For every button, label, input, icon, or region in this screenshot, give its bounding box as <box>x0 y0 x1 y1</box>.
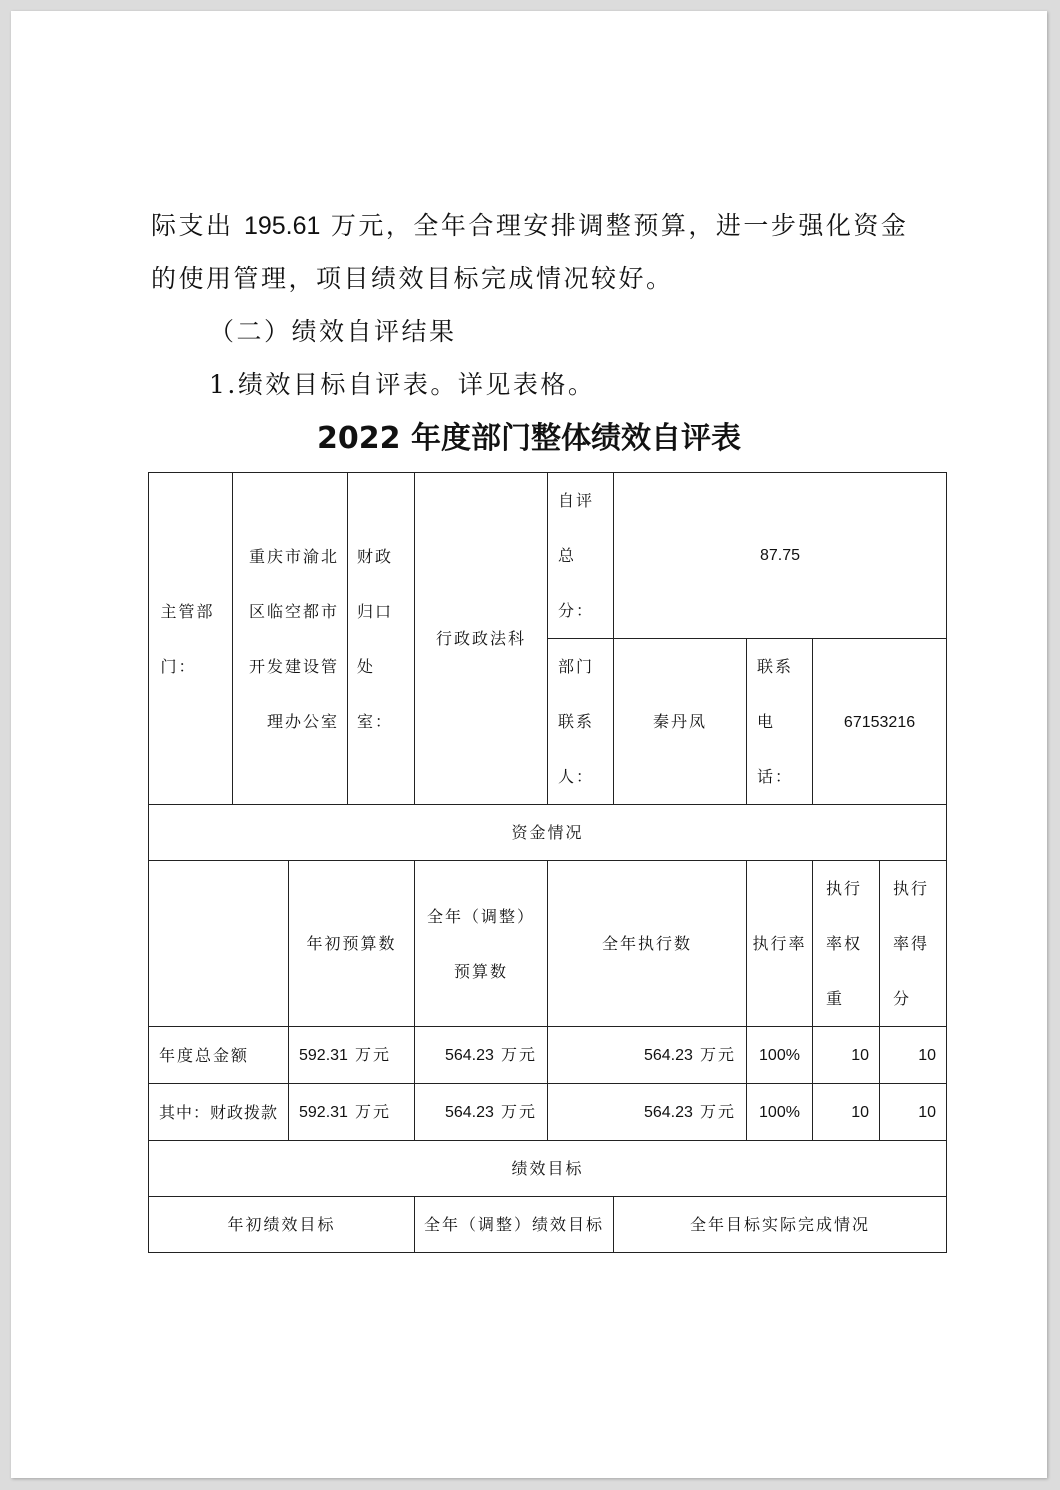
contact-label-cell <box>548 639 614 805</box>
item-1-text: 1.绩效目标自评表。详见表格。 <box>209 370 596 399</box>
row-rate: 100% <box>759 1104 800 1121</box>
row-adjusted-unit: 万元 <box>500 1045 537 1064</box>
row-executed-cell <box>548 1084 747 1141</box>
funds-section-title: 资金情况 <box>149 805 947 861</box>
goals-col-adjusted: 全年（调整）绩效目标 <box>415 1197 614 1253</box>
row-score: 10 <box>918 1104 937 1121</box>
header-score: 执行率得分 <box>893 879 930 1008</box>
finance-value: 行政政法科 <box>435 629 526 648</box>
section-heading: （二）绩效自评结果 <box>209 317 457 346</box>
row-initial-unit: 万元 <box>355 1102 392 1121</box>
dept-label: 主管部门： <box>160 601 215 676</box>
header-adjusted-budget: 全年（调整）预算数 <box>426 906 535 981</box>
contact-label: 部门联系人： <box>558 657 595 786</box>
row-initial-value: 592.31 <box>299 1104 348 1121</box>
dept-label-cell <box>149 473 233 805</box>
contact-value-cell <box>614 639 747 805</box>
finance-value-cell <box>415 473 548 805</box>
phone-value-cell <box>813 639 947 805</box>
intro-line-1 <box>151 210 908 242</box>
row-score: 10 <box>918 1047 937 1064</box>
row-rate-cell <box>747 1027 813 1084</box>
header-weight: 执行率权重 <box>826 879 863 1008</box>
row-initial-cell <box>289 1027 415 1084</box>
goals-section-title: 绩效目标 <box>149 1141 947 1197</box>
goals-col-initial: 年初绩效目标 <box>149 1197 415 1253</box>
row-score-cell <box>880 1027 947 1084</box>
row-weight: 10 <box>851 1047 869 1064</box>
header-score-cell <box>880 861 947 1027</box>
phone-label-cell <box>747 639 813 805</box>
table-title: 2022 年度部门整体绩效自评表 <box>317 421 741 456</box>
intro-line-1-amount: 195.61 <box>243 212 321 240</box>
row-label: 年度总金额 <box>149 1027 289 1084</box>
score-value-cell <box>614 473 947 639</box>
phone-value: 67153216 <box>843 713 916 731</box>
table-row <box>149 1027 947 1084</box>
row-weight-cell <box>813 1027 880 1084</box>
row-adjusted-cell <box>415 1084 548 1141</box>
row-rate-cell <box>747 1084 813 1141</box>
row-weight: 10 <box>851 1104 869 1121</box>
row-initial-value: 592.31 <box>299 1047 348 1064</box>
intro-line-2: 的使用管理，项目绩效目标完成情况较好。 <box>151 264 674 293</box>
row-initial-cell <box>289 1084 415 1141</box>
header-executed: 全年执行数 <box>548 861 747 1027</box>
row-executed-value: 564.23 <box>643 1104 693 1121</box>
score-value: 87.75 <box>760 547 801 564</box>
row-adjusted-value: 564.23 <box>444 1104 494 1121</box>
table-row <box>149 1084 947 1141</box>
row-executed-unit: 万元 <box>699 1045 736 1064</box>
row-adjusted-value: 564.23 <box>444 1047 494 1064</box>
score-label-cell <box>548 473 614 639</box>
goals-col-actual: 全年目标实际完成情况 <box>614 1197 947 1253</box>
row-rate: 100% <box>759 1047 800 1064</box>
funds-header-blank <box>149 861 289 1027</box>
document-page <box>11 11 1047 1478</box>
phone-label: 联系电话： <box>757 657 794 786</box>
header-weight-cell <box>813 861 880 1027</box>
row-score-cell <box>880 1084 947 1141</box>
score-label: 自评总分： <box>558 491 595 620</box>
row-weight-cell <box>813 1084 880 1141</box>
performance-table <box>148 472 947 1253</box>
finance-label-cell <box>348 473 415 805</box>
row-adjusted-cell <box>415 1027 548 1084</box>
finance-label: 财政归口处室： <box>357 546 394 731</box>
intro-line-1-end: 万元，全年合理安排调整预算，进一步强化资金 <box>330 211 909 240</box>
dept-value: 重庆市渝北区临空都市开发建设管理办公室 <box>248 546 339 731</box>
row-adjusted-unit: 万元 <box>500 1102 537 1121</box>
header-adjusted-budget-cell <box>415 861 548 1027</box>
header-initial-budget: 年初预算数 <box>289 861 415 1027</box>
dept-value-cell <box>233 473 348 805</box>
row-executed-unit: 万元 <box>699 1102 736 1121</box>
row-executed-cell <box>548 1027 747 1084</box>
intro-line-1-start: 际支出 <box>151 211 234 240</box>
row-initial-unit: 万元 <box>355 1045 392 1064</box>
contact-value: 秦丹凤 <box>652 712 707 731</box>
row-executed-value: 564.23 <box>643 1047 693 1064</box>
row-label: 其中：财政拨款 <box>149 1084 289 1141</box>
header-rate: 执行率 <box>747 861 813 1027</box>
